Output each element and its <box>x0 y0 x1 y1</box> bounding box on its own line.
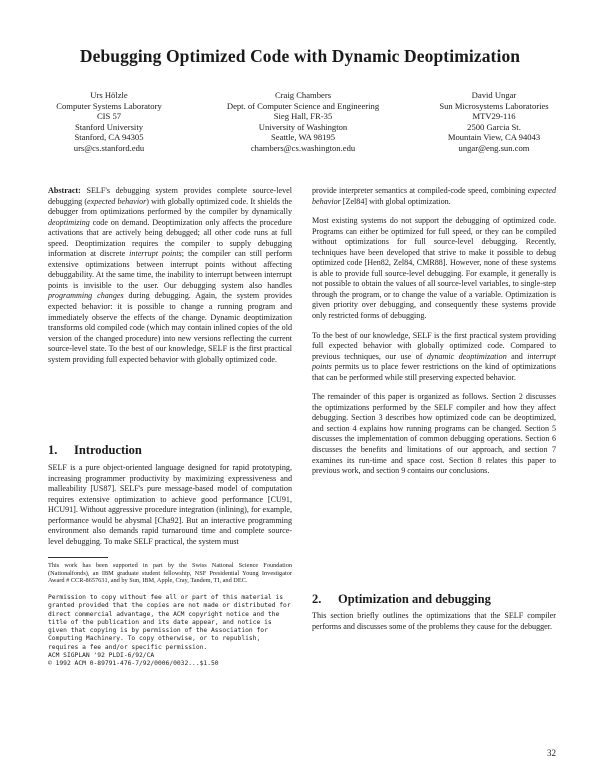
author-address: Stanford University <box>74 121 144 132</box>
abstract-paragraph: Abstract: SELF's debugging system provides complete source-level debugging (expected behavior) with globally optimized code. It shields the debugger from optimizations performed by the compiler by dynamically deoptimizing code on demand. Deoptimization only affects the procedure activations that are actively being debugged; all other code runs at full speed. Deoptimization requires the compiler to supply debugging information at discrete interrupt points; the compiler can still perform extensive optimizations between interrupt points without affecting debuggability. At the same time, the inability to interrupt between interrupt points is invisible to the user. Our debugging system also handles programming changes during debugging. Again, the system provides expected behavior: it is possible to change a running program and immediately observe the effects of the change. Dynamic deoptimization transforms old compiled code (which may contain inlined copies of the old version of the changed procedure) into new versions reflecting the current source-level state. To the best of our knowledge, SELF is the first practical system providing full expected behavior with globally optimized code. <box>48 186 293 364</box>
author-address: Stanford, CA 94305 <box>74 132 144 143</box>
body-paragraph: SELF is a pure object-oriented language designed for rapid prototyping, increasing programmer productivity by maximizing expressiveness and malleability [US87]. SELF's pure message-based model of computation requires extensive optimization to achieve good performance [CU91, HCU91]. Without aggressive procedure integration (inlining), for example, performance would be abysmal [Cha92]. But an interactive programming environment also demands rapid turnaround time and complete source-level debugging. To make SELF practical, the system must <box>48 463 292 546</box>
paper-title: Debugging Optimized Code with Dynamic Deoptimization <box>79 46 521 66</box>
author-affiliation: Sun Microsystems Laboratories <box>439 100 549 111</box>
author-email: urs@cs.stanford.edu <box>73 142 145 153</box>
author-affiliation: Computer Systems Laboratory <box>56 100 162 111</box>
author-email: chambers@cs.washington.edu <box>250 142 356 153</box>
author-name: Craig Chambers <box>274 90 332 100</box>
footnote-divider <box>48 557 108 558</box>
copyright-line: © 1992 ACM 0-89791-476-7/92/0006/0032...$1.50 <box>48 660 219 668</box>
copyright-notice <box>48 594 292 669</box>
body-paragraph: The remainder of this paper is organized as follows. Section 2 discusses the optimizations performed by the SELF compiler and how they affect debugging. Section 3 describes how optimized code can be deoptimized, and section 4 explains how running programs can be changed. Section 5 discusses the implementation of common debugging operations. Section 6 discusses the benefits and limitations of our approach, and section 7 examines its run-time and space cost. Section 8 relates this paper to previous work, and section 9 contains our conclusions. <box>312 392 556 476</box>
footnote-support: This work has been supported in part by the Swiss National Science Foundation (Nationalfonds), an IBM graduate student fellowship, NSF Presidential Young Investigator Award # CCR-8657631, and by Sun, IBM, Apple, Cray, Tandem, TI, and DEC. <box>48 562 292 585</box>
conference-line: ACM SIGPLAN '92 PLDI-6/92/CA <box>48 652 155 660</box>
body-paragraph: Most existing systems do not support the debugging of optimized code. Programs can either be optimized for full speed, or they can be compiled without optimizations for full source-level debugging. Recently, techniques have been developed that strive to make it possible to debug optimized code [Hen82, Zel84, CMR88]. However, none of these systems is able to provide full source-level debugging. For example, it generally is not possible to obtain the values of all source-level variables, to single-step through the program, or to change the value of a variable. Optimization is given priority over debugging, and consequently these systems provide only restricted forms of debugging. <box>312 216 556 321</box>
section-heading-optimization <box>312 592 491 607</box>
author-address: Seattle, WA 98195 <box>270 132 336 143</box>
author-address: University of Washington <box>258 121 348 132</box>
section-title: Optimization and debugging <box>338 592 491 606</box>
author-address: CIS 57 <box>96 111 122 122</box>
body-paragraph: provide interpreter semantics at compiled-code speed, combining expected behavior [Zel84] with global optimization. <box>312 186 556 206</box>
author-name: Urs Hölzle <box>90 90 128 100</box>
body-paragraph: This section briefly outlines the optimizations that the SELF compiler performs and discusses some of the problems they cause for the debugger. <box>312 611 556 631</box>
right-column <box>312 186 556 486</box>
section-title: Introduction <box>74 443 142 457</box>
section-number: 2. <box>312 592 322 606</box>
author-address: MTV29-116 <box>472 111 516 122</box>
abstract-label: Abstract: <box>48 186 81 195</box>
author-name: David Ungar <box>471 90 517 100</box>
page-number: 32 <box>547 748 556 758</box>
author-address: Mountain View, CA 94043 <box>447 132 541 143</box>
section-heading-introduction <box>48 443 142 458</box>
author-block-ungar <box>424 90 564 154</box>
body-paragraph: To the best of our knowledge, SELF is the first practical system providing full expected behavior with globally optimized code. Compared to previous techniques, our use of dynamic deoptimization and interrupt points permits us to place fewer restrictions on the kind of optimizations that can be performed while still preserving expected behavior. <box>312 330 557 382</box>
section-number: 1. <box>48 443 58 457</box>
author-address: Sieg Hall, FR-35 <box>273 111 333 122</box>
author-affiliation: Dept. of Computer Science and Engineering <box>226 100 380 111</box>
permission-text: Permission to copy without fee all or part of this material is granted provided that the copies are not made or distributed for direct commercial advantage, the ACM copyright notice and the title of the publication and its date appear, and notice is given that copying is by permission of the Association for Computing Machinery. To copy otherwise, or to republish, requires a fee and/or specific permission. <box>48 594 291 651</box>
author-email: ungar@eng.sun.com <box>458 142 530 153</box>
author-block-holzle <box>44 90 174 154</box>
optimization-body <box>312 611 556 641</box>
introduction-body <box>48 463 292 556</box>
left-column <box>48 186 292 374</box>
author-block-chambers <box>212 90 394 154</box>
author-address: 2500 Garcia St. <box>467 121 521 132</box>
